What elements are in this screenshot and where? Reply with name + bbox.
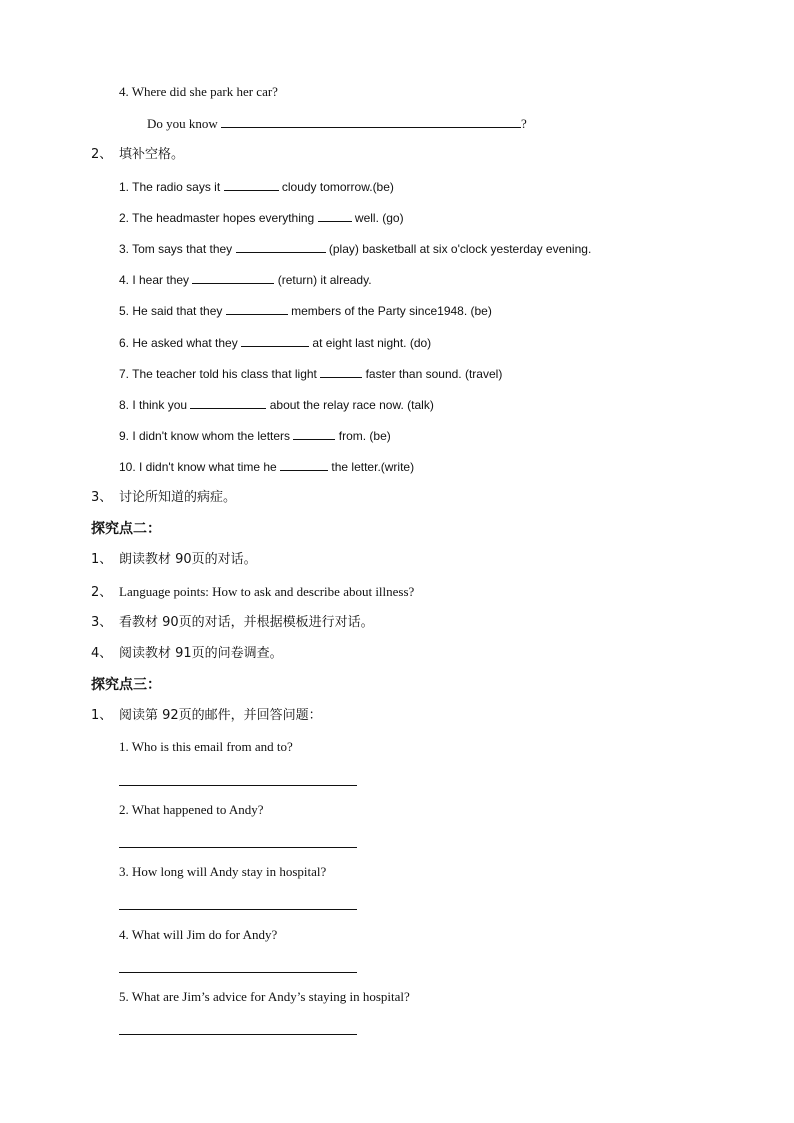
fill-blank[interactable] (226, 302, 288, 315)
answer-line-4[interactable] (119, 972, 357, 973)
answer-line-3[interactable] (119, 909, 357, 910)
fill-blank[interactable] (241, 334, 309, 347)
section-title: 填补空格。 (119, 147, 185, 162)
fill-item-prefix: 10. I didn't know what time he (119, 460, 277, 474)
fill-blank[interactable] (318, 209, 352, 222)
fill-blank[interactable] (320, 365, 362, 378)
section-title: 讨论所知道的病症。 (119, 490, 237, 505)
fill-item-prefix: 8. I think you (119, 398, 188, 412)
fill-item-prefix: 5. He said that they (119, 304, 223, 318)
fill-item-prefix: 4. I hear they (119, 273, 190, 287)
explore-2-item-2 (91, 584, 414, 601)
fill-item-suffix: cloudy tomorrow.(be) (281, 180, 394, 194)
fill-item-suffix: faster than sound. (travel) (365, 367, 503, 381)
email-question-4: 4. What will Jim do for Andy? (119, 927, 278, 942)
fill-blank[interactable] (224, 178, 279, 191)
fill-blank[interactable] (236, 240, 326, 253)
explore-2-item-4 (91, 646, 283, 662)
explore-3-item-1 (91, 708, 322, 724)
section-number: 2、 (91, 147, 113, 162)
fill-item-suffix: members of the Party since1948. (be) (291, 304, 492, 318)
fill-item-suffix: at eight last night. (do) (312, 336, 432, 350)
fill-item-9 (119, 427, 391, 444)
section-2-heading (91, 147, 184, 163)
section-3-heading (91, 490, 236, 506)
email-question-2: 2. What happened to Andy? (119, 802, 264, 817)
fill-item-5 (119, 302, 492, 319)
answer-line-1[interactable] (119, 785, 357, 786)
item-number: 1、 (91, 708, 113, 723)
item-text: 阅读教材 91页的问卷调查。 (119, 646, 283, 661)
fill-item-3 (119, 240, 591, 257)
item-number: 3、 (91, 615, 113, 630)
email-question-1: 1. Who is this email from and to? (119, 739, 293, 754)
email-question-3: 3. How long will Andy stay in hospital? (119, 864, 327, 879)
fill-item-prefix: 2. The headmaster hopes everything (119, 211, 315, 225)
fill-item-4 (119, 271, 372, 288)
fill-item-2 (119, 209, 404, 226)
item-number: 1、 (91, 552, 113, 567)
fill-item-6 (119, 334, 431, 351)
answer-lead-text: Do you know (147, 116, 218, 131)
fill-item-suffix: the letter.(write) (331, 460, 415, 474)
fill-item-prefix: 9. I didn't know whom the letters (119, 429, 291, 443)
section-number: 3、 (91, 490, 113, 505)
fill-blank[interactable] (190, 396, 266, 409)
item-number: 2、 (91, 585, 113, 600)
question-4-answer-row (147, 115, 527, 132)
fill-item-1 (119, 178, 394, 195)
answer-end-mark: ? (521, 116, 527, 131)
item-text: 看教材 90页的对话，并根据模板进行对话。 (119, 615, 374, 630)
fill-blank[interactable] (293, 427, 335, 440)
answer-blank[interactable] (221, 115, 521, 128)
fill-item-10 (119, 458, 414, 475)
item-text: 朗读教材 90页的对话。 (119, 552, 257, 567)
item-text: Language points: How to ask and describe about illness? (119, 584, 415, 599)
explore-2-item-1 (91, 552, 257, 568)
fill-item-prefix: 7. The teacher told his class that light (119, 367, 317, 381)
explore-2-item-3 (91, 615, 374, 631)
fill-item-8 (119, 396, 434, 413)
explore-3-heading: 探究点三： (91, 677, 161, 693)
email-question-5: 5. What are Jim’s advice for Andy’s staying in hospital? (119, 989, 410, 1004)
explore-2-heading: 探究点二： (91, 521, 161, 537)
fill-item-suffix: well. (go) (354, 211, 404, 225)
fill-item-prefix: 1. The radio says it (119, 180, 221, 194)
question-4-park-car: 4. Where did she park her car? (119, 84, 278, 99)
item-number: 4、 (91, 646, 113, 661)
fill-item-prefix: 6. He asked what they (119, 336, 238, 350)
fill-item-prefix: 3. Tom says that they (119, 242, 233, 256)
fill-item-suffix: (return) it already. (277, 273, 372, 287)
fill-blank[interactable] (192, 271, 274, 284)
fill-blank[interactable] (280, 458, 328, 471)
fill-item-suffix: about the relay race now. (talk) (269, 398, 434, 412)
fill-item-suffix: from. (be) (338, 429, 391, 443)
answer-line-5[interactable] (119, 1034, 357, 1035)
item-text: 阅读第 92页的邮件，并回答问题： (119, 708, 322, 723)
answer-line-2[interactable] (119, 847, 357, 848)
fill-item-suffix: (play) basketball at six o'clock yesterday evening. (328, 242, 592, 256)
fill-item-7 (119, 365, 502, 382)
